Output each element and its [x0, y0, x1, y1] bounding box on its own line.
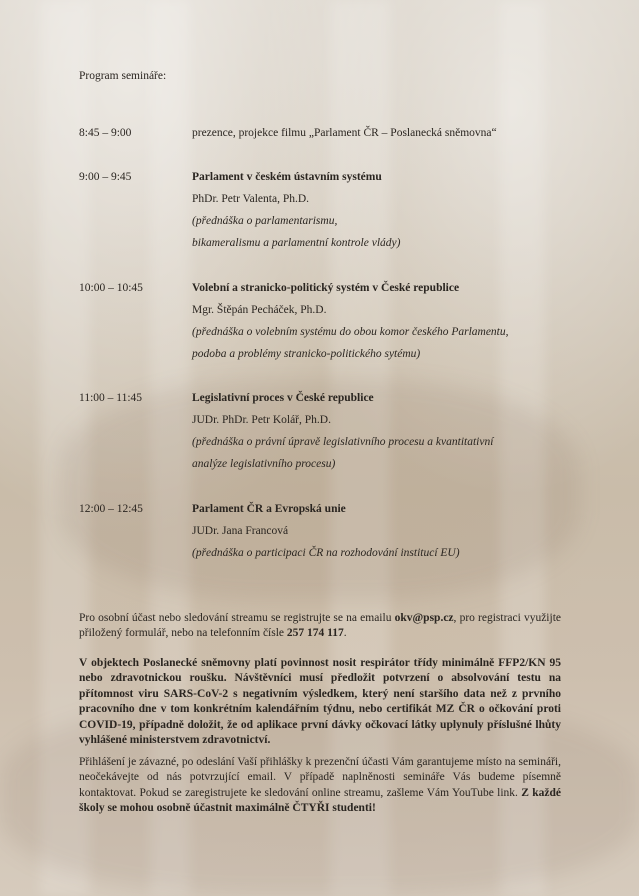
session-title: Legislativní proces v České republice — [192, 392, 374, 404]
session-note: (přednáška o participaci ČR na rozhodování institucí EU) — [192, 547, 460, 559]
session-time: 10:00 – 10:45 — [79, 282, 143, 294]
program-heading: Program semináře: — [79, 70, 167, 82]
session-note: (přednáška o právní úpravě legislativního procesu a kvantitativní — [192, 436, 494, 448]
registration-text: . — [343, 627, 347, 640]
session-speaker: JUDr. Jana Francová — [192, 525, 289, 537]
session-time: 9:00 – 9:45 — [79, 171, 132, 183]
registration-text: , pro registraci využijte přiložený formulář, nebo na telefonním čísle — [79, 612, 561, 640]
registration-paragraph — [79, 611, 561, 642]
session-speaker: Mgr. Štěpán Pecháček, Ph.D. — [192, 304, 327, 316]
registration-email: okv@psp.cz — [394, 612, 454, 624]
intro-text: prezence, projekce filmu „Parlament ČR – Poslanecká sněmovna“ — [192, 127, 497, 139]
session-time: 11:00 – 11:45 — [79, 392, 143, 404]
session-note: (přednáška o parlamentarismu, — [192, 215, 338, 227]
closing-paragraph — [79, 755, 561, 817]
session-title: Parlament ČR a Evropská unie — [192, 503, 346, 515]
registration-text: Pro osobní účast nebo sledování streamu se registrujte se na emailu — [79, 612, 395, 624]
session-note: (přednáška o volebním systému do obou komor českého Parlamentu, — [192, 326, 509, 338]
closing-text: Přihlášení je závazné, po odeslání Vaší přihlášky k prezenční účasti Vám garantujeme místo na semináři, neočekávejte od nás potvrzující email. V případě naplněnosti semináře Vás budeme písemně kontaktovat. Pokud se zaregistrujete ke sledování online streamu, zašleme Vám YouTube link. — [79, 756, 561, 799]
session-note: podoba a problémy stranicko-politického sytému) — [192, 348, 421, 360]
health-requirements-paragraph: V objektech Poslanecké sněmovny platí povinnost nosit respirátor třídy minimálně FFP2/KN 95 nebo zdravotnickou roušku. Návštěvníci musí předložit potvrzení o absolvování testu na přítomnost viru SARS-CoV-2 s negativním výsledkem, který není staršího data než z prvního pracovního dne v tom konkrétním kalendářním týdnu, nebo certifikát MZ ČR o očkování proti COVID-19, případně doložit, že od aplikace první dávky očkovací látky uplynuly příslušné lhůty vyhlášené ministerstvem zdravotnictví. — [79, 657, 561, 747]
session-time: 12:00 – 12:45 — [79, 503, 143, 515]
session-speaker: PhDr. Petr Valenta, Ph.D. — [192, 193, 310, 205]
registration-phone: 257 174 117 — [286, 627, 344, 640]
session-note: analýze legislativního procesu) — [192, 458, 336, 470]
session-note: bikameralismu a parlamentní kontrole vlády) — [192, 237, 401, 249]
closing-emphasis: Z každé školy se mohou osobně účastnit maximálně ČTYŘI studenti! — [79, 786, 561, 815]
session-speaker: JUDr. PhDr. Petr Kolář, Ph.D. — [192, 414, 331, 426]
session-title: Volební a stranicko-politický systém v České republice — [192, 282, 460, 294]
session-title: Parlament v českém ústavním systému — [192, 171, 382, 183]
intro-time: 8:45 – 9:00 — [79, 127, 132, 139]
